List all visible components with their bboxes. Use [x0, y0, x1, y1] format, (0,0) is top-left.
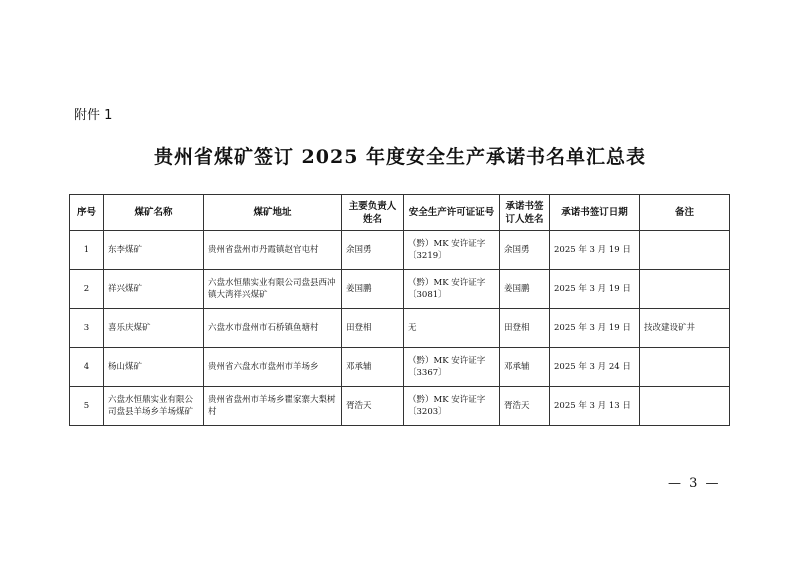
header-signer: 承诺书签订人姓名: [500, 195, 550, 231]
cell-remark: [640, 231, 730, 270]
cell-mine-name: 喜乐庆煤矿: [104, 309, 204, 348]
cell-mine-address: 贵州省盘州市丹霞镇赵官屯村: [204, 231, 342, 270]
header-principal: 主要负责人姓名: [342, 195, 404, 231]
table-row: [70, 309, 730, 348]
cell-principal: 姜国鹏: [342, 270, 404, 309]
cell-sign-date: 2025 年 3 月 24 日: [550, 348, 640, 387]
attachment-label: 附件 1: [74, 108, 113, 123]
cell-signer: 田登相: [500, 309, 550, 348]
cell-signer: 胥浩天: [500, 387, 550, 426]
cell-mine-name: 六盘水恒鼎实业有限公司盘县羊场乡羊场煤矿: [104, 387, 204, 426]
table-row: [70, 231, 730, 270]
cell-license: （黔）MK 安许证字〔3203〕: [404, 387, 500, 426]
cell-mine-name: 杨山煤矿: [104, 348, 204, 387]
cell-remark: [640, 348, 730, 387]
cell-principal: 余国勇: [342, 231, 404, 270]
cell-license: 无: [404, 309, 500, 348]
header-sign-date: 承诺书签订日期: [550, 195, 640, 231]
document-title: 贵州省煤矿签订 2025 年度安全生产承诺书名单汇总表: [153, 146, 647, 168]
cell-sign-date: 2025 年 3 月 19 日: [550, 270, 640, 309]
cell-mine-address: 贵州省盘州市羊场乡瞿家寨大梨树村: [204, 387, 342, 426]
cell-sign-date: 2025 年 3 月 19 日: [550, 309, 640, 348]
cell-sign-date: 2025 年 3 月 13 日: [550, 387, 640, 426]
cell-no: 3: [70, 309, 104, 348]
cell-license: （黔）MK 安许证字〔3219〕: [404, 231, 500, 270]
cell-signer: 余国勇: [500, 231, 550, 270]
header-mine-name: 煤矿名称: [104, 195, 204, 231]
cell-principal: 邓承辅: [342, 348, 404, 387]
cell-principal: 田登相: [342, 309, 404, 348]
cell-signer: 姜国鹏: [500, 270, 550, 309]
cell-signer: 邓承辅: [500, 348, 550, 387]
cell-no: 4: [70, 348, 104, 387]
cell-remark: [640, 270, 730, 309]
cell-license: （黔）MK 安许证字〔3081〕: [404, 270, 500, 309]
cell-sign-date: 2025 年 3 月 19 日: [550, 231, 640, 270]
cell-no: 1: [70, 231, 104, 270]
cell-no: 5: [70, 387, 104, 426]
cell-mine-name: 祥兴煤矿: [104, 270, 204, 309]
page-number: — 3 —: [668, 476, 721, 491]
cell-mine-name: 东李煤矿: [104, 231, 204, 270]
cell-remark: [640, 387, 730, 426]
cell-mine-address: 贵州省六盘水市盘州市羊场乡: [204, 348, 342, 387]
cell-mine-address: 六盘水恒鼎实业有限公司盘县西冲镇大湾祥兴煤矿: [204, 270, 342, 309]
table-row: [70, 270, 730, 309]
cell-license: （黔）MK 安许证字〔3367〕: [404, 348, 500, 387]
table-row: [70, 348, 730, 387]
cell-remark: 技改建设矿井: [640, 309, 730, 348]
table-row: [70, 387, 730, 426]
table-header-row: [70, 195, 730, 231]
header-remark: 备注: [640, 195, 730, 231]
cell-mine-address: 六盘水市盘州市石桥镇鱼塘村: [204, 309, 342, 348]
cell-principal: 胥浩天: [342, 387, 404, 426]
header-license: 安全生产许可证证号: [404, 195, 500, 231]
cell-no: 2: [70, 270, 104, 309]
header-mine-address: 煤矿地址: [204, 195, 342, 231]
summary-table: [69, 194, 730, 426]
header-no: 序号: [70, 195, 104, 231]
